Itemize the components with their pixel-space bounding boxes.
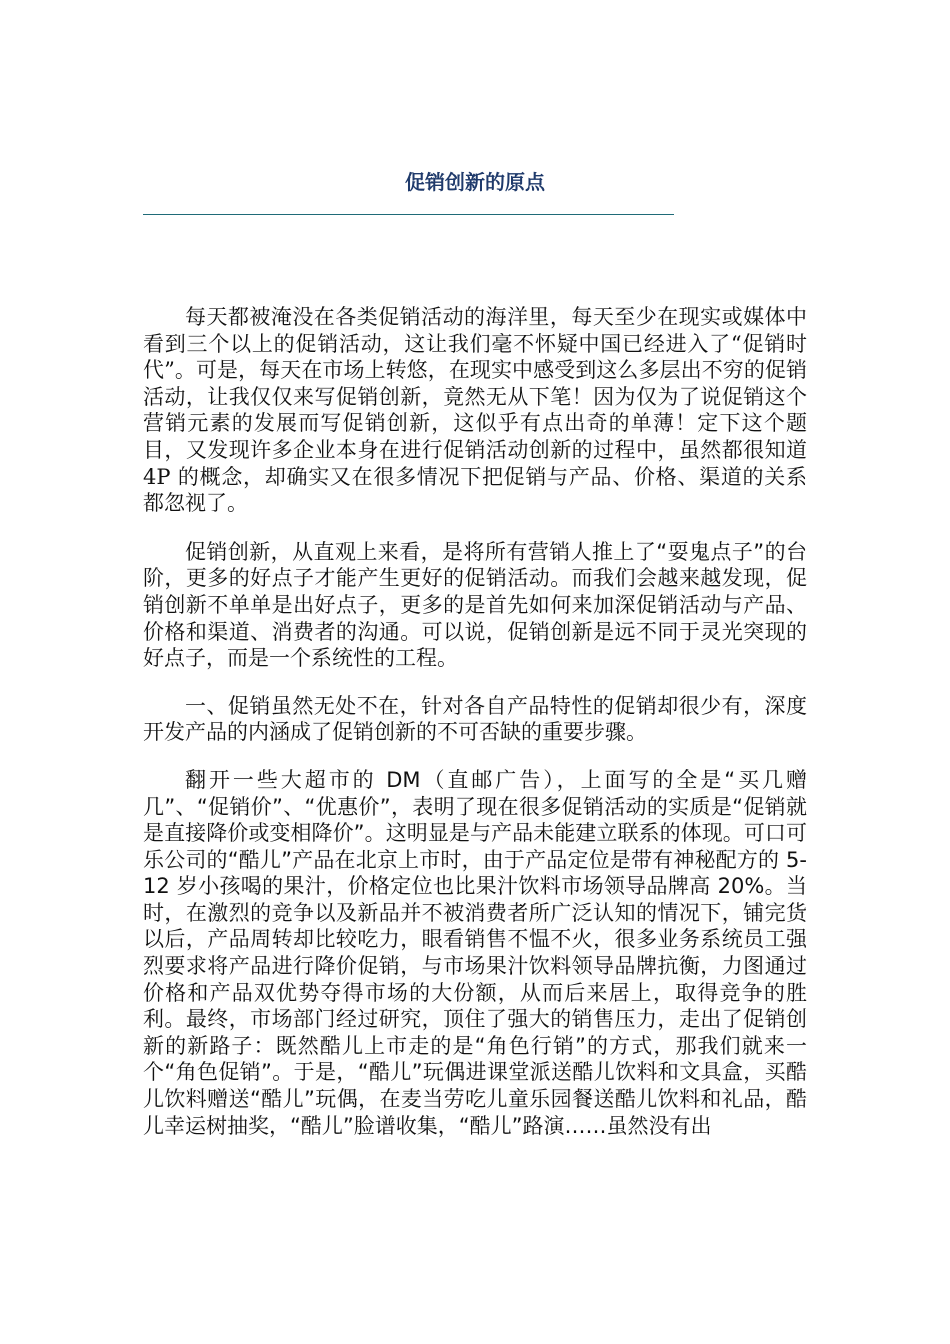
document-title: 促销创新的原点 <box>405 170 545 194</box>
title-divider <box>143 214 674 215</box>
paragraph-case-study: 翻开一些大超市的 DM（直邮广告），上面写的全是“买几赠几”、“促销价”、“优惠价”，表明了现在很多促销活动的实质是“促销就是直接降价或变相降价”。这明显是与产品未能建立联系的体现。可口可乐公司的“酷儿”产品在北京上市时，由于产品定位是带有神秘配方的 5-12 岁小孩喝的果汁，价格定位也比果汁饮料市场领导品牌高 20%。当时，在激烈的竞争以及新品并不被消费者所广泛认知的情况下，铺完货以后，产品周转却比较吃力，眼看销售不愠不火，很多业务系统员工强烈要求将产品进行降价促销，与市场果汁饮料领导品牌抗衡，力图通过价格和产品双优势夺得市场的大份额，从而后来居上，取得竞争的胜利。最终，市场部门经过研究，顶住了强大的销售压力，走出了促销创新的新路子：既然酷儿上市走的是“角色行销”的方式，那我们就来一个“角色促销”。于是，“酷儿”玩偶进课堂派送酷儿饮料和文具盒，买酷儿饮料赠送“酷儿”玩偶，在麦当劳吃儿童乐园餐送酷儿饮料和礼品，酷儿幸运树抽奖，“酷儿”脸谱收集，“酷儿”路演……虽然没有出 <box>143 767 807 1138</box>
paragraph-innovation: 促销创新，从直观上来看，是将所有营销人推上了“耍鬼点子”的台阶，更多的好点子才能产生更好的促销活动。而我们会越来越发现，促销创新不单单是出好点子，更多的是首先如何来加深促销活动与产品、价格和渠道、消费者的沟通。可以说，促销创新是远不同于灵光突现的好点子，而是一个系统性的工程。 <box>143 539 807 671</box>
paragraph-section-heading: 一、促销虽然无处不在，针对各自产品特性的促销却很少有，深度开发产品的内涵成了促销创新的不可否缺的重要步骤。 <box>143 693 807 745</box>
paragraph-intro: 每天都被淹没在各类促销活动的海洋里，每天至少在现实或媒体中看到三个以上的促销活动，这让我们毫不怀疑中国已经进入了“促销时代”。可是，每天在市场上转悠，在现实中感受到这么多层出不穷的促销活动，让我仅仅来写促销创新，竟然无从下笔！因为仅为了说促销这个营销元素的发展而写促销创新，这似乎有点出奇的单薄！定下这个题目，又发现许多企业本身在进行促销活动创新的过程中，虽然都很知道 4P 的概念，却确实又在很多情况下把促销与产品、价格、渠道的关系都忽视了。 <box>143 305 807 516</box>
document-body <box>143 304 807 1160</box>
